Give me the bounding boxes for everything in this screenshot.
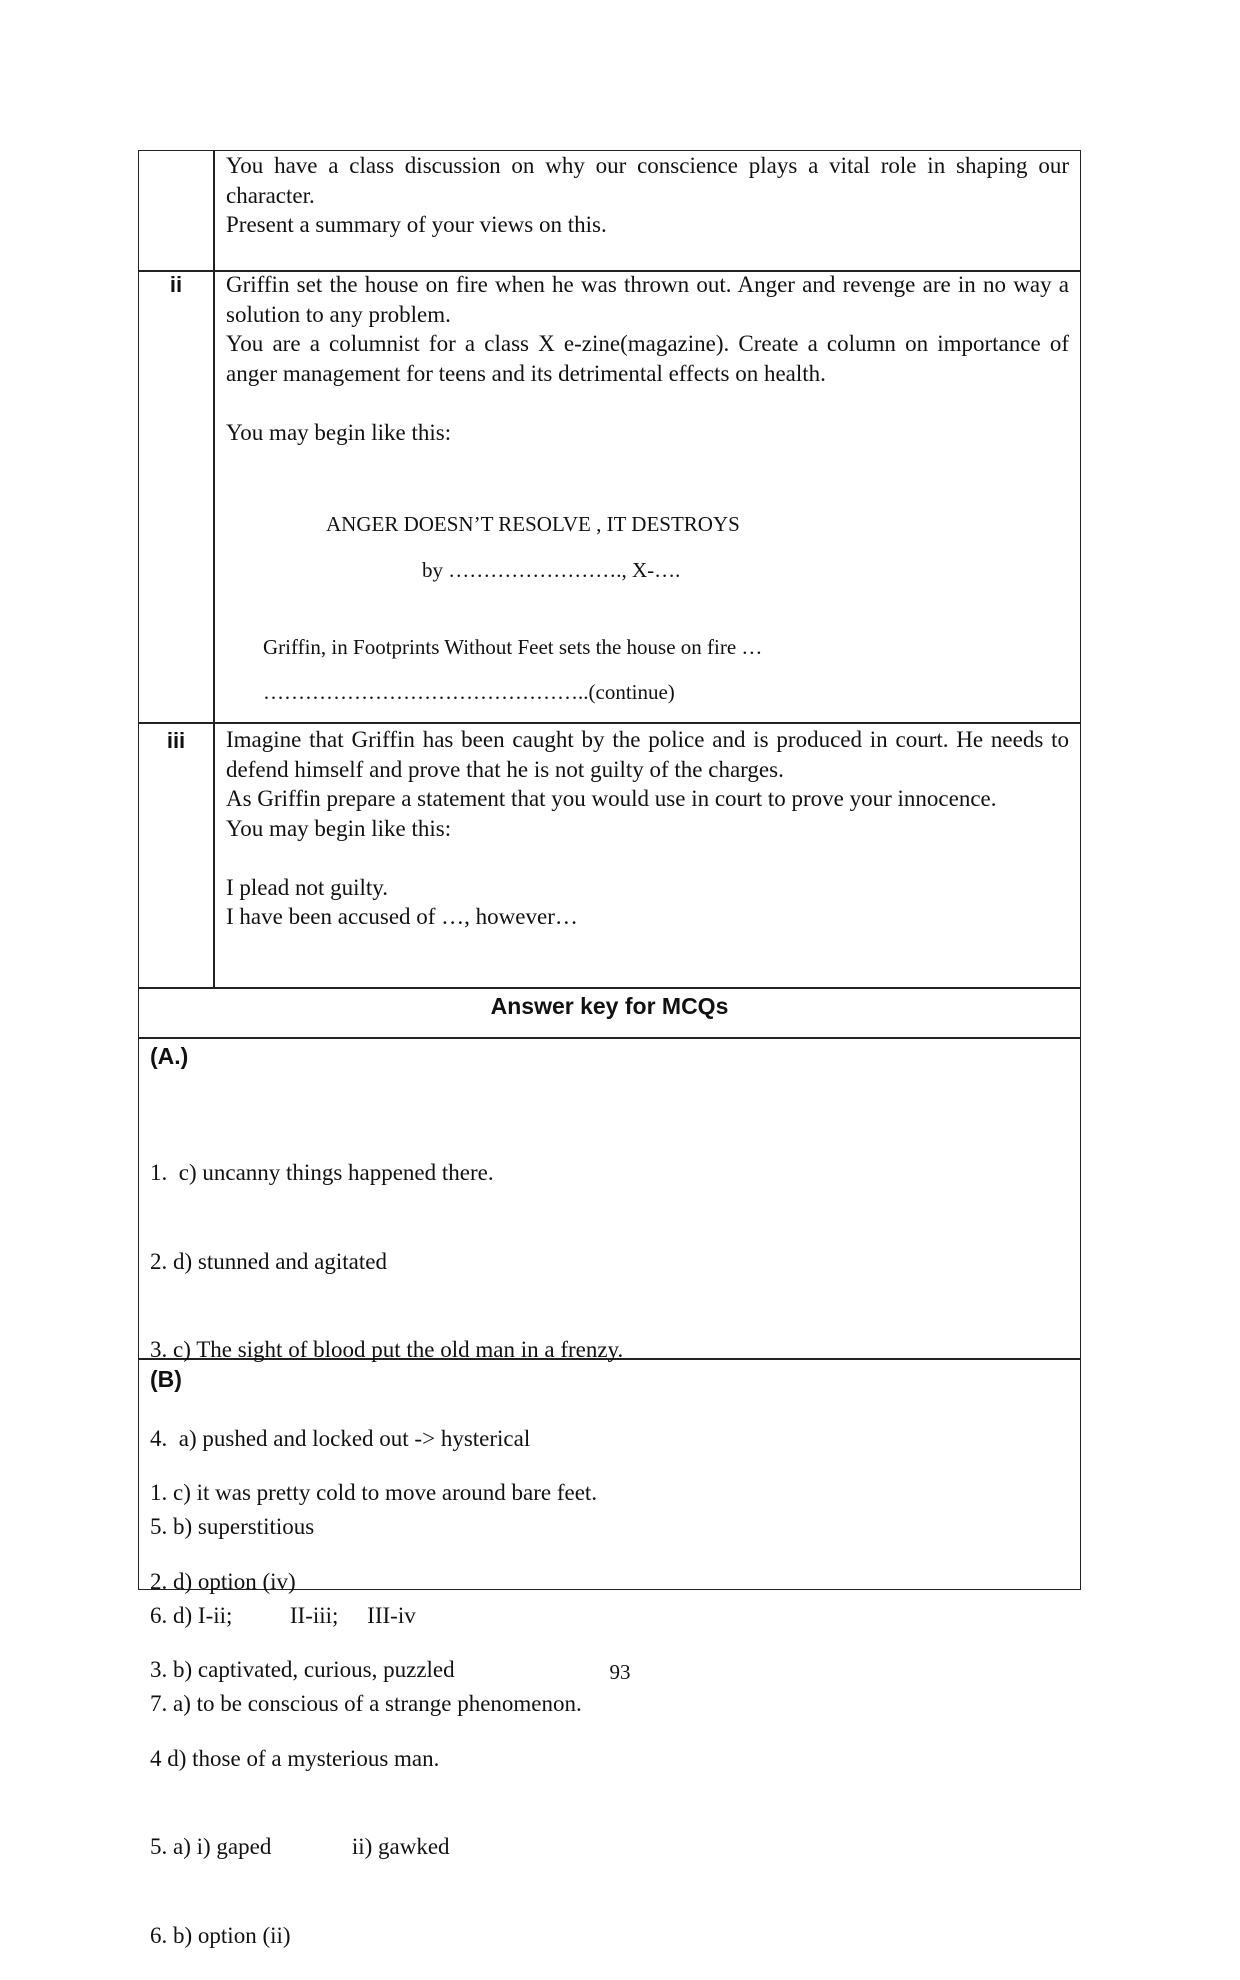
- column-opening: Griffin, in Footprints Without Feet sets the house on fire …: [263, 635, 763, 659]
- column-byline: by ……………………., X-….: [422, 558, 681, 582]
- question-2-text: [226, 270, 1069, 447]
- answer-item: 4. a) pushed and locked out -> hysterical: [150, 1425, 531, 1451]
- section-a-label: (A.): [150, 1043, 189, 1069]
- question-1-text: [226, 151, 1069, 240]
- question-3-line: I have been accused of …, however…: [226, 904, 578, 929]
- question-3-para: As Griffin prepare a statement that you would use in court to prove your innocence.: [226, 786, 997, 811]
- answer-item: 3. c) The sight of blood put the old man in a frenzy.: [150, 1337, 624, 1362]
- row-divider: [138, 1037, 1081, 1039]
- column-title: ANGER DOESN’T RESOLVE , IT DESTROYS: [326, 512, 740, 536]
- answer-item: 2. d) stunned and agitated: [150, 1248, 387, 1274]
- answer-item: 6. d) I-ii; II-iii; III-iv: [150, 1602, 416, 1628]
- answer-item: 5. a) i) gaped ii) gawked: [150, 1834, 450, 1859]
- page-number: 93: [609, 1660, 631, 1684]
- question-2-para: You are a columnist for a class X e-zine(magazine). Create a column on importance of anger management for teens and its detrimental effects on health.: [226, 331, 1069, 386]
- question-3-para: Imagine that Griffin has been caught by the police and is produced in court. He needs to defend himself and prove that he is not guilty of the charges.: [226, 727, 1069, 782]
- answer-item: 7. a) to be conscious of a strange phenomenon.: [150, 1691, 582, 1716]
- row-divider: [138, 987, 1081, 989]
- answer-item: 6. b) option (ii): [150, 1922, 291, 1948]
- answer-item: 5. b) superstitious: [150, 1514, 315, 1539]
- answer-item: 3. b) captivated, curious, puzzled: [150, 1657, 455, 1682]
- column-continue: ………………………………………..(continue): [263, 680, 675, 704]
- row-divider: [138, 722, 1081, 724]
- question-1-line: Present a summary of your views on this.: [226, 212, 607, 237]
- question-3-begin: You may begin like this:: [226, 815, 452, 841]
- section-b-label: (B): [150, 1366, 182, 1392]
- answer-item: 4 d) those of a mysterious man.: [150, 1745, 440, 1771]
- section-b-answers: [150, 1419, 1050, 1980]
- question-2-begin: You may begin like this:: [226, 419, 452, 445]
- question-number: iii: [166, 728, 186, 753]
- question-3-line: I plead not guilty.: [226, 874, 389, 900]
- answer-key-title: Answer key for MCQs: [490, 993, 729, 1019]
- answer-item: 1. c) uncanny things happened there.: [150, 1160, 494, 1185]
- question-number: ii: [169, 272, 183, 297]
- question-3-text: [226, 725, 1069, 932]
- answer-item: 1. c) it was pretty cold to move around bare feet.: [150, 1480, 598, 1505]
- answer-item: 2. d) option (iv): [150, 1568, 296, 1594]
- question-2-para: Griffin set the house on fire when he was thrown out. Anger and revenge are in no way a solution to any problem.: [226, 272, 1069, 327]
- number-column-divider: [213, 150, 215, 988]
- question-1-line: You have a class discussion on why our conscience plays a vital role in shaping our character.: [226, 153, 1069, 208]
